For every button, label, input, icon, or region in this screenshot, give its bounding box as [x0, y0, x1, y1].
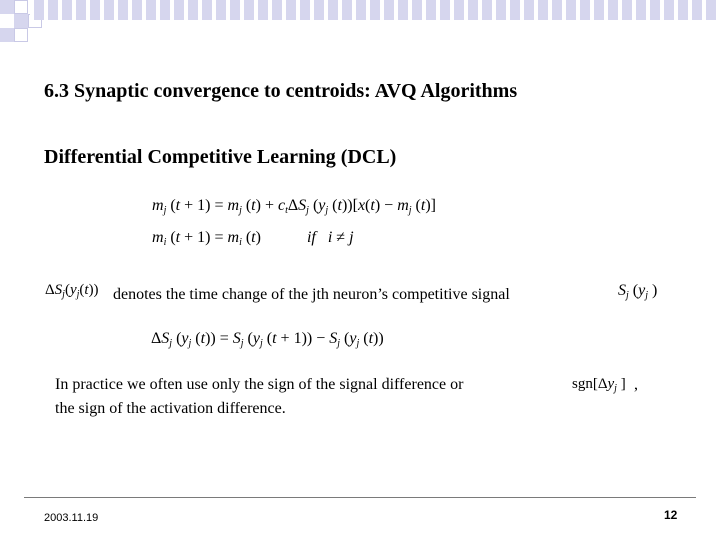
decor-square [14, 28, 28, 42]
decor-square [14, 0, 28, 14]
slide-title: 6.3 Synaptic convergence to centroids: AVQ Algorithms [44, 80, 518, 102]
practice-comma: , [634, 376, 638, 393]
footer-date: 2003.11.19 [44, 512, 99, 524]
delta-signal-symbol: $\Delta S_j(y_j(t))$ [45, 282, 99, 300]
practice-text-line2: the sign of the activation difference. [55, 400, 286, 417]
header-stripe [30, 0, 720, 20]
page-number: 12 [664, 508, 678, 522]
competitive-signal-symbol: $S_j$ ($y_j$ ) [618, 282, 658, 301]
decor-square [0, 28, 14, 42]
decor-square [0, 14, 14, 28]
equation-loser-unchanged: $m_i$ $(t + 1) = m_i$ (t) if i ≠ j [152, 229, 354, 248]
decor-square [14, 14, 28, 28]
footer-rule [24, 497, 696, 498]
slide-subtitle: Differential Competitive Learning (DCL) [44, 146, 397, 168]
denotes-text: denotes the time change of the jth neuron’s competitive signal [113, 286, 510, 303]
decor-square [0, 0, 14, 14]
sign-symbol: $sgn[\Delta y_j$ ] [572, 376, 626, 394]
equation-dcl-update: $m_j$ $(t + 1) = m_j$ $(t) + c_t\Delta S_j$ ($y_j$ $(t))[x(t) - m_j$ (t)] [152, 197, 436, 216]
equation-signal-difference: $\Delta S_j$ ($y_j$ $(t)) = S_j$ ($y_j$ $(t + 1)) - S_j$ ($y_j$ (t)) [151, 330, 384, 349]
practice-text-line1: In practice we often use only the sign of the signal difference or [55, 376, 464, 393]
